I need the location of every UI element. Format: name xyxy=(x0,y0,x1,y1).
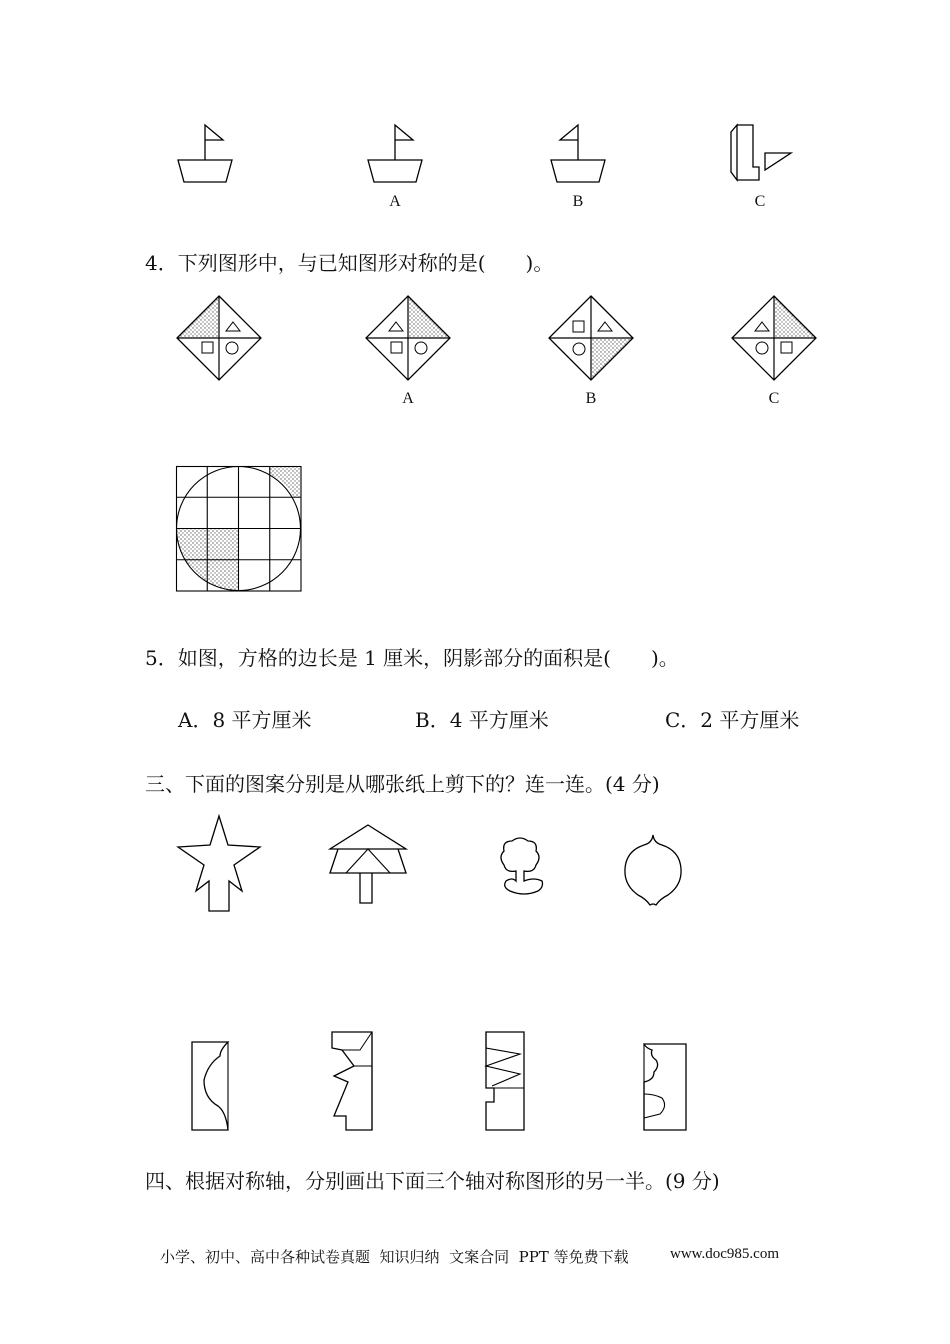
q5-option-b[interactable]: B．4 平方厘米 xyxy=(415,708,549,732)
folded-paper-3-icon[interactable] xyxy=(480,1030,526,1132)
boat-figure-a[interactable] xyxy=(360,120,430,190)
tree-shape-icon[interactable] xyxy=(326,823,410,905)
star-shape-icon[interactable] xyxy=(176,815,262,913)
folded-paper-4-icon[interactable] xyxy=(642,1042,688,1132)
diamond-label-c: C xyxy=(768,390,780,407)
leaf-shape-icon[interactable] xyxy=(622,833,684,907)
section-3-title: 三、下面的图案分别是从哪张纸上剪下的？连一连。(4 分) xyxy=(145,772,660,796)
section-4-title: 四、根据对称轴，分别画出下面三个轴对称图形的另一半。(9 分) xyxy=(145,1169,720,1193)
q5-option-a[interactable]: A．8 平方厘米 xyxy=(178,708,312,732)
q5-option-c[interactable]: C．2 平方厘米 xyxy=(665,708,800,732)
diamond-figure-c[interactable] xyxy=(731,295,817,381)
boat-figure-b[interactable] xyxy=(543,120,613,190)
question-5-text: 5．如图，方格的边长是 1 厘米，阴影部分的面积是( )。 xyxy=(145,646,679,670)
footer-text: 小学、初中、高中各种试卷真题 知识归纳 文案合同 PPT 等免费下载 xyxy=(160,1248,629,1266)
boat-label-b: B xyxy=(572,193,584,210)
boat-label-c: C xyxy=(754,193,766,210)
diamond-figure-a[interactable] xyxy=(365,295,451,381)
diamond-label-a: A xyxy=(402,390,414,407)
diamond-label-b: B xyxy=(585,390,597,407)
question-4-text: 4．下列图形中，与已知图形对称的是( )。 xyxy=(145,251,554,275)
folded-paper-2-icon[interactable] xyxy=(328,1030,376,1132)
boat-figure-c[interactable] xyxy=(725,120,795,190)
boat-figure-original xyxy=(170,120,240,190)
flower-shape-icon[interactable] xyxy=(490,837,550,905)
folded-paper-1-icon[interactable] xyxy=(190,1040,238,1132)
footer-url[interactable]: www.doc985.com xyxy=(670,1246,780,1262)
circle-grid-figure xyxy=(176,466,302,592)
diamond-figure-b[interactable] xyxy=(548,295,634,381)
diamond-figure-original xyxy=(176,295,262,381)
boat-label-a: A xyxy=(389,193,401,210)
